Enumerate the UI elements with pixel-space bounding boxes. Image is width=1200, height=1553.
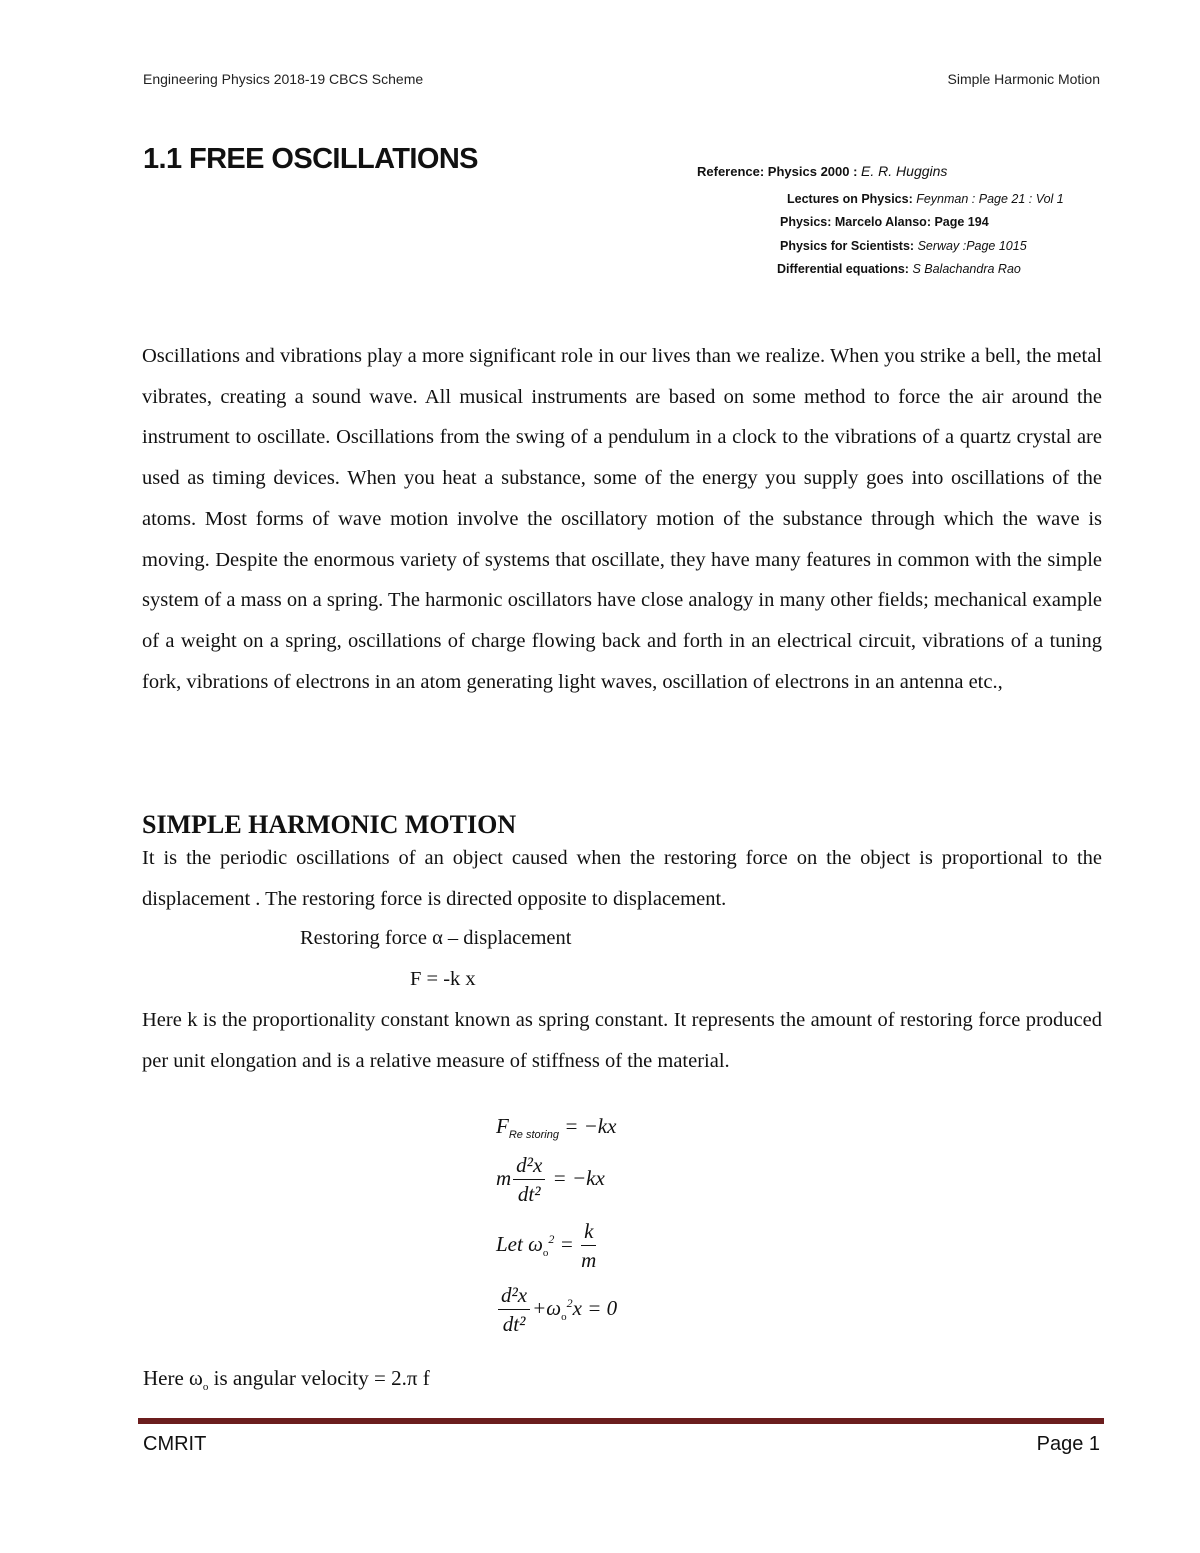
angular-velocity-suffix: is angular velocity = 2.π f — [208, 1366, 430, 1390]
eq-prefix: m — [496, 1165, 512, 1190]
eq-superscript: 2 — [566, 1295, 573, 1310]
section-title: 1.1 FREE OSCILLATIONS — [143, 143, 478, 175]
equation-shm-differential — [496, 1283, 617, 1337]
equation-omega-definition — [496, 1219, 598, 1273]
force-law: F = -k x — [410, 968, 476, 990]
angular-velocity-prefix: Here ω — [143, 1366, 203, 1390]
reference-detail: Serway :Page 1015 — [917, 239, 1027, 253]
eq-symbol: F — [496, 1114, 509, 1138]
footer-rule — [138, 1418, 1104, 1424]
eq-superscript: 2 — [548, 1231, 555, 1246]
eq-rhs: = −kx — [558, 1114, 617, 1138]
eq-rhs: x = 0 — [572, 1295, 618, 1320]
section-heading: SIMPLE HARMONIC MOTION — [142, 810, 517, 839]
reference-line-1 — [697, 163, 947, 179]
spring-constant-paragraph: Here k is the proportionality constant known as spring constant. It represents the amount of restoring force produced per unit elongation and is a relative measure of stiffness of the material. — [142, 1009, 1102, 1072]
reference-label: Physics for Scientists: — [780, 239, 918, 253]
reference-label: Lectures on Physics: — [787, 192, 917, 206]
eq-subscript: o — [561, 1311, 567, 1323]
eq-prefix: Let ω — [496, 1231, 543, 1256]
reference-line-2 — [787, 192, 1064, 206]
reference-line-3 — [780, 215, 989, 229]
shm-definition-paragraph: It is the periodic oscillations of an object caused when the restoring force on the object is proportional to the displacement . The restoring force is directed opposite to displacement. — [142, 847, 1102, 910]
footer-left: CMRIT — [143, 1433, 207, 1455]
equation-restoring-force — [496, 1114, 616, 1141]
reference-label: Physics: Marcelo Alanso: Page 194 — [780, 215, 989, 229]
eq-mid: +ω — [532, 1295, 562, 1320]
reference-detail: S Balachandra Rao — [912, 262, 1021, 276]
running-header-right: Simple Harmonic Motion — [947, 71, 1100, 87]
reference-label: Differential equations: — [777, 262, 913, 276]
eq-subscript: Re storing — [508, 1129, 559, 1142]
fraction — [513, 1153, 545, 1207]
fraction — [498, 1283, 530, 1337]
equation-newton — [496, 1153, 605, 1207]
eq-equals: = — [554, 1231, 580, 1256]
reference-line-4 — [780, 239, 1027, 253]
angular-velocity-statement — [143, 1366, 430, 1393]
fraction-numerator: d²x — [513, 1153, 545, 1180]
eq-rhs: = −kx — [547, 1165, 605, 1190]
fraction-denominator: dt² — [502, 1312, 526, 1336]
fraction-numerator: d²x — [498, 1283, 530, 1310]
fraction-denominator: dt² — [517, 1182, 541, 1206]
fraction-denominator: m — [581, 1248, 597, 1272]
angular-velocity-subscript: o — [202, 1381, 209, 1394]
reference-detail: Feynman : Page 21 : Vol 1 — [916, 192, 1064, 206]
reference-line-5 — [777, 262, 1021, 276]
fraction-numerator: k — [581, 1219, 596, 1246]
reference-label: Reference: Physics 2000 : — [697, 164, 862, 179]
proportionality-statement: Restoring force α – displacement — [300, 927, 572, 949]
reference-detail: E. R. Huggins — [861, 163, 948, 179]
intro-paragraph: Oscillations and vibrations play a more significant role in our lives than we realize. When you strike a bell, the metal vibrates, creating a sound wave. All musical instruments are based on some method to force the air around the instrument to oscillate. Oscillations from the swing of a pendulum in a clock to the vibrations of a quartz crystal are used as timing devices. When you heat a substance, some of the energy you supply goes into oscillations of the atoms. Most forms of wave motion involve the oscillatory motion of the substance through which the wave is moving. Despite the enormous variety of systems that oscillate, they have many features in common with the simple system of a mass on a spring. The harmonic oscillators have close analogy in many other fields; mechanical example of a weight on a spring, oscillations of charge flowing back and forth in an electrical circuit, vibrations of a tuning fork, vibrations of electrons in an atom generating light waves, oscillation of electrons in an antenna etc., — [142, 345, 1102, 693]
page-number: Page 1 — [1036, 1433, 1100, 1455]
fraction — [581, 1219, 596, 1273]
eq-subscript: o — [542, 1247, 549, 1259]
running-header-left: Engineering Physics 2018-19 CBCS Scheme — [143, 71, 424, 87]
